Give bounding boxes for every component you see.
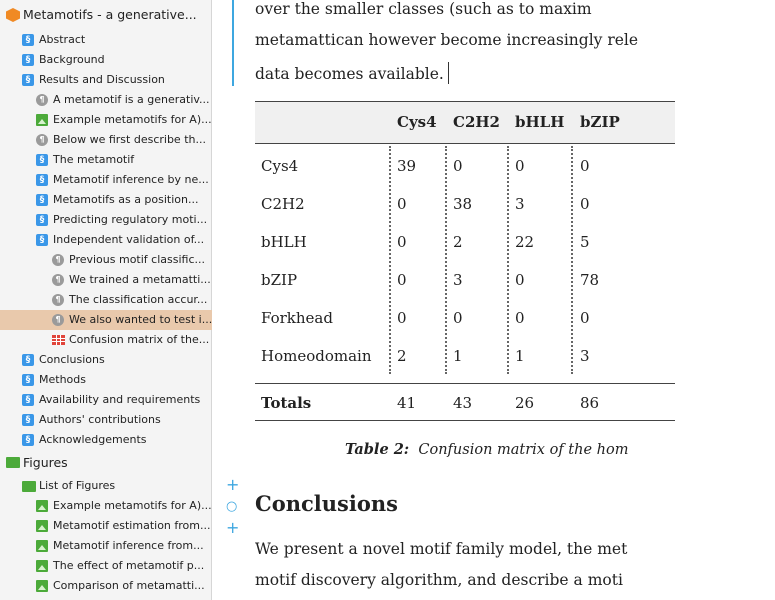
table-cell[interactable]: 0	[397, 195, 407, 213]
table-header-cell[interactable]: bHLH	[515, 113, 565, 131]
table-header-cell[interactable]: Cys4	[397, 113, 437, 131]
section-icon: §	[36, 174, 48, 186]
table-cell[interactable]: 0	[515, 309, 525, 327]
text-line[interactable]: motif discovery algorithm, and describe a moti	[255, 571, 623, 589]
table-cell[interactable]: 0	[580, 309, 590, 327]
table-cell[interactable]: 0	[515, 157, 525, 175]
table-cell[interactable]: 3	[453, 271, 463, 289]
sidebar-item[interactable]	[0, 576, 212, 596]
section-icon: §	[22, 34, 34, 46]
figures-folder-icon	[22, 481, 36, 492]
table-cell[interactable]: 22	[515, 233, 535, 251]
sidebar-item[interactable]	[0, 130, 212, 150]
sidebar-item-label: The metamotif	[53, 153, 135, 166]
table-row-label[interactable]: C2H2	[261, 195, 305, 213]
sidebar-item[interactable]	[0, 4, 212, 26]
figure-icon	[36, 540, 48, 552]
sidebar-item-label: Below we first describe th...	[53, 133, 206, 146]
sidebar-item-label: List of Figures	[39, 479, 116, 492]
sidebar-item[interactable]	[0, 410, 212, 430]
sidebar-item[interactable]	[0, 496, 212, 516]
sidebar-item-label: Abstract	[39, 33, 86, 46]
text-line[interactable]: over the smaller classes (such as to maxim	[255, 0, 592, 18]
figure-icon	[36, 560, 48, 572]
table-row-label[interactable]: Homeodomain	[261, 347, 372, 365]
sidebar-item[interactable]	[0, 390, 212, 410]
sidebar-item-label: Example metamotifs for A)...	[53, 113, 212, 126]
paragraph-icon: ¶	[52, 254, 64, 266]
sidebar-item-label: Confusion matrix of the...	[69, 333, 210, 346]
sidebar-item[interactable]	[0, 150, 212, 170]
sidebar-item[interactable]	[0, 210, 212, 230]
table-row-label[interactable]: bZIP	[261, 271, 298, 289]
sidebar-item[interactable]	[0, 230, 212, 250]
sidebar-item[interactable]	[0, 190, 212, 210]
table-header-cell[interactable]: bZIP	[580, 113, 620, 131]
paragraph-icon: ¶	[52, 314, 64, 326]
sidebar-item-label: Metamotifs as a position...	[53, 193, 199, 206]
section-icon: §	[36, 234, 48, 246]
table-cell[interactable]: 0	[397, 271, 407, 289]
sidebar-item[interactable]	[0, 452, 212, 474]
text-line[interactable]: metamattican however become increasingly rele	[255, 31, 639, 49]
table-cell[interactable]: 39	[397, 157, 417, 175]
column-divider	[507, 146, 509, 374]
figure-icon	[36, 520, 48, 532]
table-cell[interactable]: 3	[580, 347, 590, 365]
section-icon: §	[22, 54, 34, 66]
text-line[interactable]	[255, 62, 775, 84]
figure-icon	[36, 500, 48, 512]
sidebar-item-label: Metamotif inference from...	[53, 539, 204, 552]
sidebar-item[interactable]	[0, 476, 212, 496]
table-cell[interactable]: 1	[515, 347, 525, 365]
totals-label[interactable]: Totals	[261, 394, 312, 412]
sidebar-item-label: Metamotifs - a generative...	[23, 7, 197, 22]
binder-sidebar[interactable]	[0, 0, 212, 600]
sidebar-item-label: Metamotif estimation from...	[53, 519, 211, 532]
section-icon: §	[22, 434, 34, 446]
table-cell[interactable]: 2	[397, 347, 407, 365]
paragraph-icon: ¶	[36, 134, 48, 146]
sidebar-item-label: Conclusions	[39, 353, 105, 366]
editor-pane[interactable]	[213, 0, 639, 600]
table-header-cell[interactable]: C2H2	[453, 113, 500, 131]
figure-icon	[36, 580, 48, 592]
section-icon: §	[36, 194, 48, 206]
sidebar-item-label: Acknowledgements	[39, 433, 147, 446]
table-cell[interactable]: 38	[453, 195, 473, 213]
plus-icon[interactable]: +	[226, 475, 240, 494]
sidebar-item[interactable]	[0, 50, 212, 70]
paragraph-icon: ¶	[52, 274, 64, 286]
sidebar-item[interactable]	[0, 330, 212, 350]
section-icon: §	[22, 374, 34, 386]
sidebar-item[interactable]	[0, 110, 212, 130]
sidebar-item[interactable]	[0, 516, 212, 536]
sidebar-item[interactable]	[0, 250, 212, 270]
table-cell[interactable]: 0	[397, 233, 407, 251]
sidebar-item-label: Previous motif classific...	[69, 253, 205, 266]
text-line[interactable]: We present a novel motif family model, the met	[255, 540, 628, 558]
table-row-label[interactable]: Cys4	[261, 157, 299, 175]
current-paragraph-marker	[232, 0, 234, 86]
table-cell[interactable]: 3	[515, 195, 525, 213]
paragraph-icon: ¶	[36, 94, 48, 106]
circle-icon[interactable]: ○	[226, 499, 238, 514]
plus-icon[interactable]: +	[226, 518, 240, 537]
sidebar-item-label: Metamotif inference by ne...	[53, 173, 209, 186]
sidebar-item-label: Results and Discussion	[39, 73, 165, 86]
sidebar-item[interactable]	[0, 170, 212, 190]
sidebar-item-label: Comparison of metamatti...	[53, 579, 205, 592]
table-cell[interactable]: 0	[580, 157, 590, 175]
table-caption	[345, 441, 628, 458]
table-cell[interactable]: 0	[453, 309, 463, 327]
sidebar-item-label: The effect of metamotif p...	[53, 559, 205, 572]
section-icon: §	[36, 214, 48, 226]
table-cell[interactable]: 78	[580, 271, 600, 289]
section-icon: §	[22, 354, 34, 366]
totals-cell[interactable]: 26	[515, 394, 535, 412]
sidebar-item-label: Example metamotifs for A)...	[53, 499, 212, 512]
sidebar-item-label: The classification accur...	[69, 293, 208, 306]
section-icon: §	[22, 414, 34, 426]
sidebar-item-label: A metamotif is a generativ...	[53, 93, 210, 106]
sidebar-item[interactable]	[0, 536, 212, 556]
project-icon	[6, 8, 20, 22]
sidebar-item-label: Authors' contributions	[39, 413, 161, 426]
figures-folder-icon	[6, 457, 20, 468]
sidebar-item[interactable]	[0, 70, 212, 90]
column-divider	[571, 146, 573, 374]
section-icon: §	[36, 154, 48, 166]
table-cell[interactable]: 2	[453, 233, 463, 251]
sidebar-item-label: Methods	[39, 373, 86, 386]
text-cursor	[448, 62, 449, 84]
table-row-label[interactable]: bHLH	[261, 233, 307, 251]
table-cell[interactable]: 0	[580, 195, 590, 213]
section-icon: §	[22, 394, 34, 406]
table-cell[interactable]: 0	[397, 309, 407, 327]
table-cell[interactable]: 0	[515, 271, 525, 289]
caption-label: Table 2:	[345, 441, 410, 458]
totals-cell[interactable]: 86	[580, 394, 600, 412]
table-cell[interactable]: 0	[453, 157, 463, 175]
table-icon	[52, 335, 65, 345]
column-divider	[389, 146, 391, 374]
sidebar-item-label: Independent validation of...	[53, 233, 205, 246]
sidebar-item[interactable]	[0, 30, 212, 50]
paragraph-icon: ¶	[52, 294, 64, 306]
sidebar-item[interactable]	[0, 270, 212, 290]
sidebar-item[interactable]	[0, 290, 212, 310]
sidebar-item-label: Predicting regulatory moti...	[53, 213, 208, 226]
totals-cell[interactable]: 41	[397, 394, 417, 412]
table-row-label[interactable]: Forkhead	[261, 309, 333, 327]
table-cell[interactable]: 5	[580, 233, 590, 251]
totals-cell[interactable]: 43	[453, 394, 473, 412]
sidebar-item[interactable]	[0, 310, 212, 330]
sidebar-item[interactable]	[0, 430, 212, 450]
caption-text: Confusion matrix of the hom	[418, 442, 629, 458]
sidebar-item-label: Figures	[23, 455, 68, 470]
section-icon: §	[22, 74, 34, 86]
sidebar-item[interactable]	[0, 90, 212, 110]
sidebar-item-label: Availability and requirements	[39, 393, 201, 406]
sidebar-item[interactable]	[0, 556, 212, 576]
table-cell[interactable]: 1	[453, 347, 463, 365]
figure-icon	[36, 114, 48, 126]
section-heading[interactable]: Conclusions	[255, 491, 398, 516]
table-rule	[255, 383, 675, 384]
text-line-content: data becomes available.	[255, 65, 444, 83]
sidebar-item[interactable]	[0, 370, 212, 390]
column-divider	[445, 146, 447, 374]
sidebar-item[interactable]	[0, 350, 212, 370]
sidebar-item-label: Background	[39, 53, 105, 66]
sidebar-item-label: We trained a metamatti...	[69, 273, 211, 286]
sidebar-item-label: We also wanted to test i...	[69, 313, 213, 326]
table-rule	[255, 420, 675, 421]
